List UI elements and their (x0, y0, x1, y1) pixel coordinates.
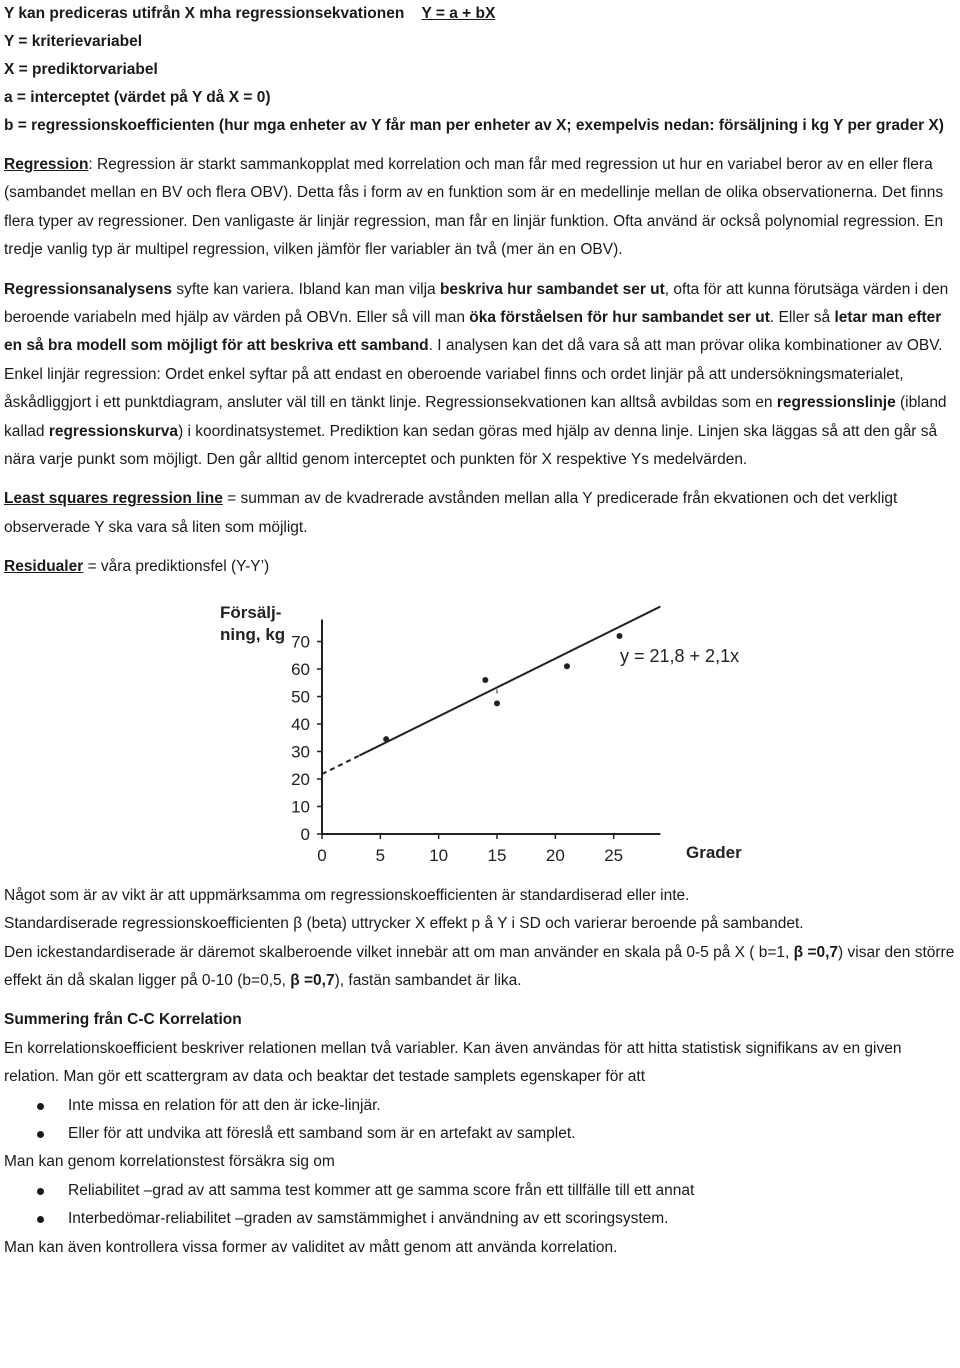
y-axis-label-line-2: ning, kg (220, 624, 286, 644)
summary-bullets-2 (4, 1177, 956, 1234)
x-tick-label: 10 (429, 845, 449, 865)
y-axis-label-line-1: Försälj- (220, 602, 282, 622)
summary-paragraph-3: Man kan även kontrollera vissa former av validitet av mått genom att använda korrelation. (4, 1238, 618, 1256)
summary-bullets-1 (4, 1092, 956, 1149)
data-point (617, 633, 623, 639)
x-tick-label: 5 (375, 845, 386, 865)
regression-paragraph: Regression: Regression är starkt sammankopplat med korrelation och man får med regression ut hur en variabel beror av en eller flera (sambandet mellan en BV och flera OBV). Detta fås i form av en funktion som är en medellinje mellan de olika observationerna. Det finns flera typer av regressioner. Den vanligaste är linjär regression, man får en linjär funktion. Ofta använd är också polynomial regression. En tredje vanlig typ är multipel regression, vilken jämför fler variabler än två (mer än en OBV). (4, 156, 944, 259)
regression-equation: y = 21,8 + 2,1x (620, 645, 740, 666)
bullet-icon (37, 1188, 44, 1195)
intro-line-5: b = regressionskoefficienten (hur mga enheter av Y får man per enheter av X; exempelvis nedan: försäljning i kg Y per grader X) (4, 117, 944, 134)
summary-heading: Summering från C-C Korrelation (4, 1011, 242, 1029)
bullet-icon (37, 1131, 44, 1138)
standardized-line-2: Standardiserade regressionskoefficienten β (beta) uttrycker X effekt p å Y i SD och varierar beroende på sambandet. (4, 915, 804, 933)
standardized-line-3: Den ickestandardiserade är däremot skalberoende vilket innebär att om man använder en skala på 0-5 på X ( b=1, β =0,7) visar den större effekt än då skalan ligger på 0-10 (b=0,5, β =0,7), fastän sambandet är lika. (4, 943, 955, 989)
analysis-paragraph: Regressionsanalysens syfte kan variera. Ibland kan man vilja beskriva hur sambandet ser ut, ofta för att kunna förutsäga värden i den beroende variabeln med hjälp av värden på OBVn. Eller så vill man öka förståelsen för hur sambandet ser ut. Eller så letar man efter en så bra modell som möjligt för att beskriva ett samband. I analysen kan det då vara så att man prövar olika kombinationer av OBV. (4, 280, 949, 355)
list-item: Inte missa en relation för att den är icke-linjär. (4, 1092, 956, 1120)
least-squares-paragraph: Least squares regression line = summan av de kvadrerade avstånden mellan alla Y predicerade från ekvationen och det verkligt observerade Y ska vara så liten som möjligt. (4, 490, 898, 536)
intro-line-3: X = prediktorvariabel (4, 61, 158, 78)
y-tick-label: 20 (291, 769, 310, 789)
data-point (482, 677, 488, 683)
x-tick-label: 15 (487, 845, 507, 865)
standardized-line-1: Något som är av vikt är att uppmärksamma om regressionskoefficienten är standardiserad eller inte. (4, 886, 690, 904)
y-tick-label: 60 (291, 659, 310, 679)
y-tick-label: 70 (291, 632, 310, 652)
intro-line-4: a = interceptet (värdet på Y då X = 0) (4, 89, 271, 106)
data-point (494, 700, 500, 706)
y-tick-label: 40 (291, 714, 310, 734)
y-tick-label: 0 (300, 824, 310, 844)
summary-paragraph-1: En korrelationskoefficient beskriver relationen mellan två variabler. Kan även användas för att hitta statistisk signifikans av en given relation. Man gör ett scattergram av data och beaktar det testade samplets egenskaper för att (4, 1039, 902, 1086)
list-item: Reliabilitet –grad av att samma test kommer att ge samma score från ett tillfälle till ett annat (4, 1177, 956, 1205)
summary-paragraph-2: Man kan genom korrelationstest försäkra sig om (4, 1153, 335, 1171)
x-axis-label: Grader (686, 842, 742, 862)
regression-chart-svg (216, 600, 756, 882)
x-tick-label: 0 (317, 845, 327, 865)
bullet-icon (37, 1103, 44, 1110)
data-point (564, 663, 570, 669)
regression-line-dashed (322, 755, 359, 773)
intro-line-1: Y kan prediceras utifrån X mha regressionsekvationen Y = a + bX (4, 5, 496, 22)
list-item: Interbedömar-reliabilitet –graden av samstämmighet i användning av ett scoringsystem. (4, 1205, 956, 1233)
regression-line (359, 606, 660, 755)
residuals-paragraph: Residualer = våra prediktionsfel (Y-Y’) (4, 558, 270, 576)
list-item: Eller för att undvika att föreslå ett samband som är en artefakt av samplet. (4, 1120, 956, 1148)
y-tick-label: 30 (291, 742, 310, 762)
y-tick-label: 50 (291, 687, 310, 707)
regression-term: Regression (4, 156, 89, 173)
bullet-icon (37, 1216, 44, 1223)
regression-formula: Y = a + bX (421, 5, 496, 22)
y-tick-label: 10 (291, 797, 310, 817)
x-tick-label: 25 (604, 845, 624, 865)
intro-line-2: Y = kriterievariabel (4, 33, 143, 50)
simple-regression-paragraph: Enkel linjär regression: Ordet enkel syftar på att endast en oberoende variabel finns och ordet linjär på att undersökningsmaterialet, åskådliggjort i ett punktdiagram, ansluter väl till en tänkt linje. Regressionsekvationen kan alltså avbildas som en regressionslinje (ibland kallad regressionskurva) i koordinatsystemet. Prediktion kan sedan göras med hjälp av denna linje. Linjen ska läggas så att den går så nära varje punkt som möjligt. Den går alltid genom interceptet och punkten för X respektive Ys medelvärden. (4, 365, 947, 469)
x-tick-label: 20 (545, 845, 565, 865)
data-point (383, 736, 389, 742)
regression-chart (216, 600, 756, 882)
document-page (4, 0, 956, 1262)
